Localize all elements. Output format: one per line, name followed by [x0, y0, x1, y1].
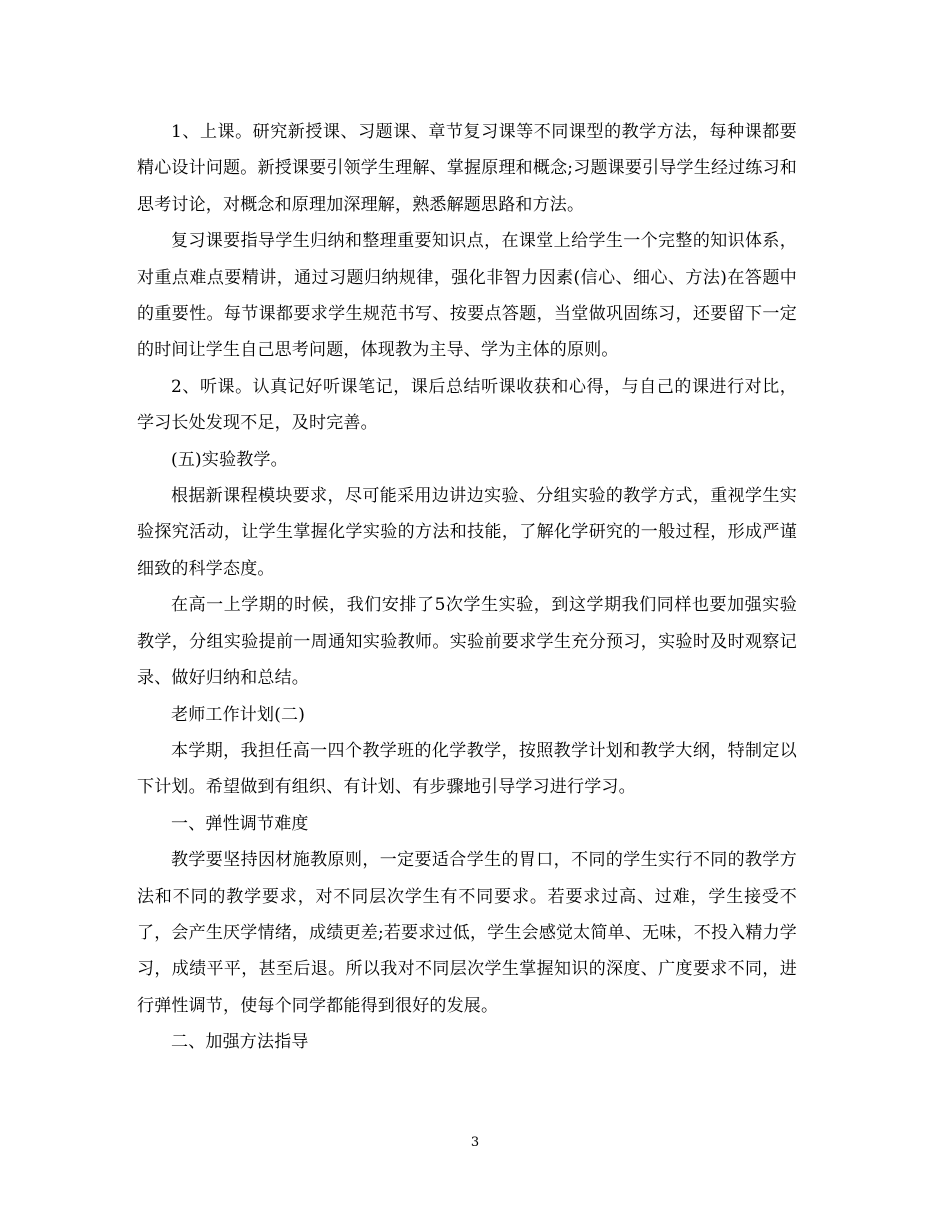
paragraph-flexible-difficulty: 教学要坚持因材施教原则，一定要适合学生的胃口，不同的学生实行不同的教学方法和不同的教学要求，对不同层次学生有不同要求。若要求过高、过难，学生接受不了，会产生厌学情绪，成绩更差;若要求过低，学生会感觉太简单、无味，不投入精力学习，成绩平平，甚至后退。所以我对不同层次学生掌握知识的深度、广度要求不同，进行弹性调节，使每个同学都能得到很好的发展。 [137, 850, 797, 1016]
heading-flexible-difficulty: 一、弹性调节难度 [171, 813, 309, 834]
page-number: 3 [470, 1135, 480, 1150]
paragraph-lesson-teaching: 1、上课。研究新授课、习题课、章节复习课等不同课型的教学方法，每种课都要精心设计问题。新授课要引领学生理解、掌握原理和概念;习题课要引导学生经过练习和思考讨论，对概念和原理加深理解，熟悉解题思路和方法。 [137, 122, 797, 215]
paragraph-lesson-observation: 2、听课。认真记好听课笔记，课后总结听课收获和心得，与自己的课进行对比，学习长处发现不足，及时完善。 [137, 376, 797, 434]
heading-experiment-teaching: (五)实验教学。 [171, 449, 288, 470]
paragraph-semester-intro: 本学期，我担任高一四个教学班的化学教学，按照教学计划和教学大纲，特制定以下计划。希望做到有组织、有计划、有步骤地引导学习进行学习。 [137, 740, 797, 798]
document-body [137, 114, 797, 1061]
paragraph-experiment-approach: 根据新课程模块要求，尽可能采用边讲边实验、分组实验的教学方式，重视学生实验探究活动，让学生掌握化学实验的方法和技能，了解化学研究的一般过程，形成严谨细致的科学态度。 [137, 486, 797, 579]
paragraph-review-lesson: 复习课要指导学生归纳和整理重要知识点，在课堂上给学生一个完整的知识体系，对重点难点要精讲，通过习题归纳规律，强化非智力因素(信心、细心、方法)在答题中的重要性。每节课都要求学生规范书写、按要点答题，当堂做巩固练习，还要留下一定的时间让学生自己思考问题，体现教为主导、学为主体的原则。 [137, 231, 797, 361]
paragraph-experiment-schedule: 在高一上学期的时候，我们安排了5次学生实验，到这学期我们同样也要加强实验教学，分组实验提前一周通知实验教师。实验前要求学生充分预习，实验时及时观察记录、做好归纳和总结。 [137, 595, 797, 689]
heading-work-plan-two: 老师工作计划(二) [171, 704, 306, 725]
heading-method-guidance: 二、加强方法指导 [171, 1032, 309, 1053]
